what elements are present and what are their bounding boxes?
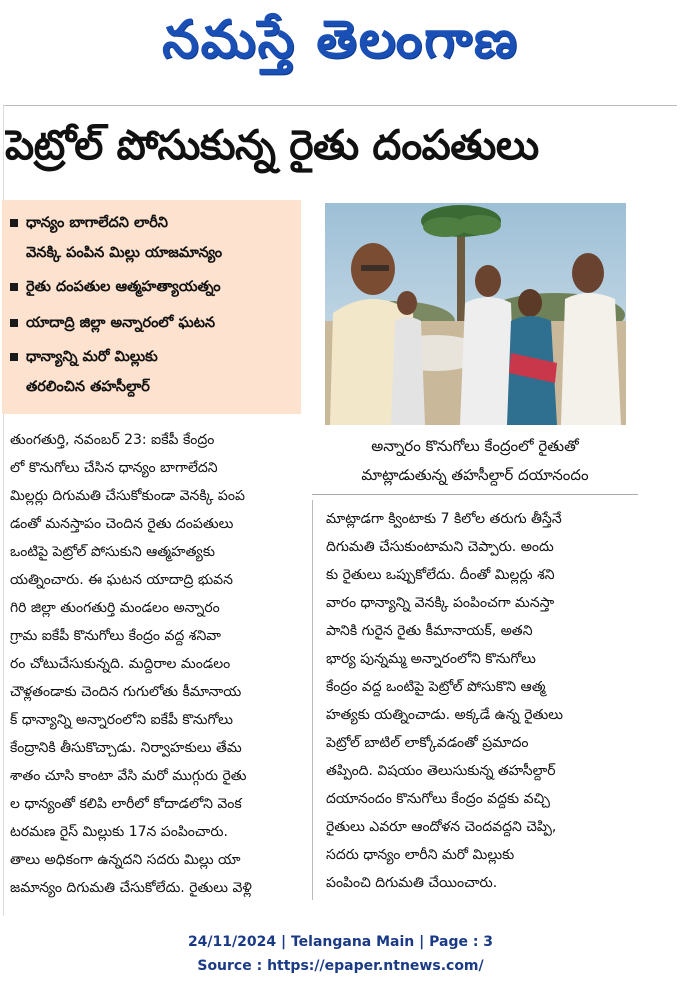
column-divider: [312, 500, 313, 900]
highlight-line: రైతు దంపతుల ఆత్మహత్యాయత్నం: [26, 279, 221, 295]
newspaper-logo: నమస్తే తెలంగాణ: [162, 9, 519, 70]
bullet-icon: [10, 319, 18, 327]
body-line: భార్య పున్నమ్మ అన్నారంలోని కొనుగోలు: [326, 651, 536, 667]
body-line: ఒంటిపై పెట్రోల్ పోసుకుని ఆత్మహత్యకు: [10, 544, 215, 560]
article-column-left: [10, 426, 308, 902]
body-line: క్ ధాన్యాన్ని అన్నారంలోని ఐకేపీ కొనుగోలు: [10, 712, 233, 728]
body-line: యత్నించారు. ఈ ఘటన యాదాద్రి భువన: [10, 572, 233, 588]
body-line: రం చోటుచేసుకున్నది. మద్దిరాల మండలం: [10, 656, 231, 672]
bullet-icon: [10, 283, 18, 291]
highlight-item: [8, 272, 295, 302]
body-line: వారం ధాన్యాన్ని వెనక్కి పంపించగా మనస్తా: [326, 595, 555, 611]
article-photo: [325, 203, 626, 425]
body-line: సదరు ధాన్యం లారీని మరో మిల్లుకు: [326, 847, 515, 863]
photo-caption: [312, 432, 638, 495]
highlight-line: తరలించిన తహసీల్దార్: [26, 379, 150, 395]
highlight-item: [8, 342, 295, 402]
highlight-line: యాదాద్రి జిల్లా అన్నారంలో ఘటన: [26, 315, 216, 331]
body-line: మాట్లాడగా క్వింటాకు 7 కిలోల తరుగు తీస్తేనే: [326, 511, 562, 527]
highlight-line: ధాన్యాన్ని మరో మిల్లుకు: [26, 349, 158, 365]
body-line: జమాన్యం దిగుమతి చేసుకోలేదు. రైతులు వెళ్లి: [10, 880, 252, 896]
body-line: గిరి జిల్లా తుంగతుర్తి మండలం అన్నారం: [10, 600, 220, 616]
body-line: హత్యకు యత్నించాడు. అక్కడే ఉన్న రైతులు: [326, 707, 564, 723]
caption-line: మాట్లాడుతున్న తహసీల్దార్ దయానందం: [361, 466, 589, 484]
body-line: కేంద్రం వద్ద ఒంటిపై పెట్రోల్ పోసుకొని ఆత్మ: [326, 679, 546, 695]
highlight-line: ధాన్యం బాగాలేదని లారీని: [26, 215, 168, 231]
article-headline: పెట్రోల్ పోసుకున్న రైతు దంపతులు: [5, 121, 539, 169]
masthead: [0, 0, 681, 92]
footer-date-edition: 24/11/2024 | Telangana Main | Page : 3: [187, 934, 494, 950]
body-line: గ్రామ ఐకేపీ కొనుగోలు కేంద్రం వద్ద శనివా: [10, 628, 221, 644]
body-line: డంతో మనస్తాపం చెందిన రైతు దంపతులు: [10, 516, 234, 532]
body-line: దయానందం కొనుగోలు కేంద్రం వద్దకు వచ్చి: [326, 791, 550, 807]
article-column-right: [326, 505, 626, 897]
body-line: దిగుమతి చేసుకుంటామని చెప్పారు. అందు: [326, 539, 554, 555]
highlight-item: [8, 208, 295, 268]
highlight-line: వెనక్కి పంపిన మిల్లు యాజమాన్యం: [26, 245, 223, 261]
body-line: శాతం చూసి కాంటా వేసి మరో ముగ్గురు రైతు: [10, 768, 247, 784]
highlight-item: [8, 308, 295, 338]
body-line: చౌళ్లతండాకు చెందిన గుగులోతు కీమానాయ: [10, 684, 242, 700]
body-line: ల ధాన్యంతో కలిపి లారీలో కోదాడలోని వెంక: [10, 796, 242, 812]
body-line: కు రైతులు ఒప్పుకోలేదు. దీంతో మిల్లర్లు శని: [326, 567, 555, 583]
body-line: తుంగతుర్తి, నవంబర్ 23: ఐకేపీ కేంద్రం: [10, 432, 215, 448]
footer-source[interactable]: Source : https://epaper.ntnews.com/: [197, 958, 484, 974]
body-line: టరమణ రైస్ మిల్లుకు 17న పంపించారు.: [10, 824, 228, 840]
body-line: మిల్లర్లు దిగుమతి చేసుకోకుండా వెనక్కి పంప: [10, 488, 245, 504]
caption-line: అన్నారం కొనుగోలు కేంద్రంలో రైతుతో: [371, 437, 579, 455]
body-line: పెట్రోల్ బాటిల్ లాక్కోవడంతో ప్రమాదం: [326, 735, 529, 751]
body-line: తప్పింది. విషయం తెలుసుకున్న తహసీల్దార్: [326, 763, 556, 779]
bullet-icon: [10, 219, 18, 227]
highlights-box: [2, 200, 301, 414]
photo-illustration: [325, 203, 626, 425]
body-line: లో కొనుగోలు చేసిన ధాన్యం బాగాలేదని: [10, 460, 218, 476]
body-line: తాలు అధికంగా ఉన్నదని సదరు మిల్లు యా: [10, 852, 241, 868]
body-line: పంపించి దిగుమతి చేయించారు.: [326, 875, 498, 891]
body-line: పానికి గురైన రైతు కీమానాయక్, అతని: [326, 623, 533, 639]
bullet-icon: [10, 353, 18, 361]
body-line: రైతులు ఎవరూ ఆందోళన చెందవద్దని చెప్పి,: [326, 819, 557, 835]
body-line: కేంద్రానికి తీసుకొచ్చాడు. నిర్వాహకులు తేమ: [10, 740, 242, 756]
